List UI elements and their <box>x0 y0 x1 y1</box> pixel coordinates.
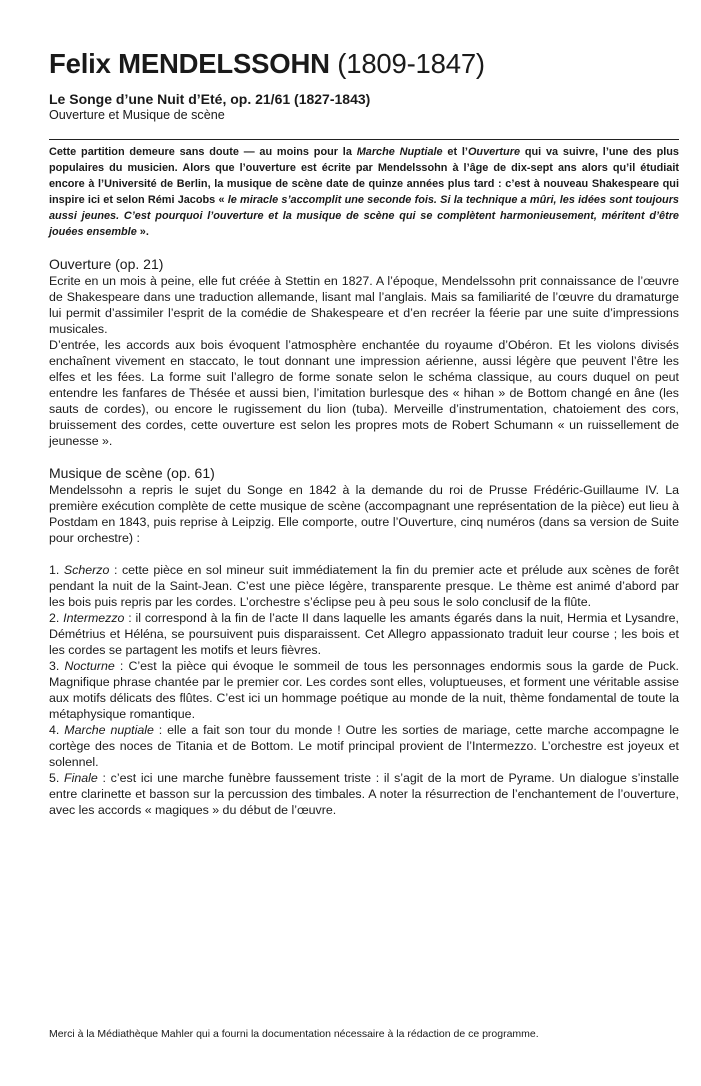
program-page <box>49 46 679 818</box>
footer-credit: Merci à la Médiathèque Mahler qui a fourni la documentation nécessaire à la rédaction de ce programme. <box>49 1028 539 1040</box>
movement-text: : c’est ici une marche funèbre faussement triste : il s’agit de la mort de Pyrame. Un dialogue s’installe entre clarinette et basson sur la percussion des timbales. A noter la résurrection de l’enchantement de l’ouverture, avec les accords « magiques » du début de l’œuvre. <box>49 771 679 817</box>
intro-em-ouverture: Ouverture <box>467 146 521 158</box>
intro-quote: le miracle s’accomplit une seconde fois. Si la technique a mûri, les idées sont toujours aussi jeunes. C’est pourquoi l’ouverture et la musique de scène qui se complètent harmonieusement, méritent d’être jouées ensemble <box>49 194 679 238</box>
movement-number: 2. <box>49 611 64 625</box>
movement-number: 4. <box>49 723 65 737</box>
intro-em-marche: Marche Nuptiale <box>356 146 443 158</box>
intro-paragraph <box>49 144 679 240</box>
composer-name: Felix MENDELSSOHN <box>49 48 330 79</box>
movement-item-marche <box>49 722 679 770</box>
movement-title: Finale <box>64 771 98 785</box>
movement-title: Intermezzo <box>63 611 125 625</box>
movement-text: : il correspond à la fin de l’acte II dans laquelle les amants égarés dans la nuit, Hermia et Lysandre, Démétrius et Héléna, se poursuivent puis disparaissent. Cet Allegro appassionato traduit leur course ; les bois et les cordes se partagent les motifs et leurs fièvres. <box>49 611 680 657</box>
movement-item-intermezzo <box>49 610 679 658</box>
movement-title: Nocturne <box>64 659 115 673</box>
movement-number: 1. <box>49 563 64 577</box>
work-subtitle: Ouverture et Musique de scène <box>49 108 225 122</box>
header-divider <box>49 139 679 140</box>
movement-text: : C’est la pièce qui évoque le sommeil de tous les personnages endormis sous la garde de Puck. Magnifique phrase chantée par le premier cor. Les cordes sont elles, voluptueuses, et forment une véritable assise aux motifs délicats des flûtes. C’est ici un hommage poétique au monde de la nuit, thème fondamental de toute la métaphysique romantique. <box>49 659 679 721</box>
intro-text-1: Cette partition demeure sans doute — au moins pour la <box>49 146 357 158</box>
work-title: Le Songe d’une Nuit d’Eté, op. 21/61 (1827-1843) <box>49 91 371 107</box>
intro-text-4: ». <box>136 226 149 238</box>
musique-paragraph-1: Mendelssohn a repris le sujet du Songe en 1842 à la demande du roi de Prusse Frédéric-Guillaume IV. La première exécution complète de cette musique de scène (accompagnant une représentation de la pièce) eut lieu à Postdam en 1843, puis reprise à Leipzig. Elle comporte, outre l’Ouverture, cinq numéros (dans sa version de Suite pour orchestre) : <box>49 483 679 545</box>
movement-item-finale <box>49 770 679 818</box>
movement-text: : cette pièce en sol mineur suit immédiatement la fin du premier acte et prélude aux scènes de forêt pendant la nuit de la Saint-Jean. C’est une pièce légère, transparente presque. Le thème est animé d’abord par les bois puis repris par les cordes. L’orchestre s’éclipse peu à peu sous le solo conclusif de la flûte. <box>49 563 679 609</box>
composer-dates: (1809-1847) <box>337 48 485 79</box>
movement-number: 5. <box>49 771 65 785</box>
ouverture-heading: Ouverture (op. 21) <box>49 256 164 272</box>
movement-text: : elle a fait son tour du monde ! Outre les sorties de mariage, cette marche accompagne le cortège des noces de Titania et de Bottom. Le motif principal provient de l’Intermezzo. L’orchestre est joyeux et solennel. <box>49 723 679 769</box>
intro-text-2: et l’ <box>442 146 468 158</box>
movement-item-nocturne <box>49 658 679 722</box>
paragraph-gap <box>49 546 679 562</box>
movement-number: 3. <box>49 659 65 673</box>
intro-text-3: qui va suivre, l’une des plus populaires du musicien. Alors que l’ouverture est écrite par Mendelssohn à l’âge de dix-sept ans alors qu’il étudiait encore à l’Université de Berlin, la musique de scène date de quinze années plus tard : c’est à nouveau Shakespeare qui inspire ici et selon Rémi Jacobs « <box>49 146 679 206</box>
movement-title: Marche nuptiale <box>64 723 154 737</box>
movement-title: Scherzo <box>63 563 110 577</box>
composer-heading <box>49 46 679 82</box>
movement-item-scherzo <box>49 562 679 610</box>
musique-heading: Musique de scène (op. 61) <box>49 465 215 481</box>
ouverture-paragraph-1: Ecrite en un mois à peine, elle fut créée à Stettin en 1827. A l’époque, Mendelssohn prit connaissance de l’œuvre de Shakespeare dans une traduction allemande, lisant mal l’anglais. Mais sa familiarité de l’œuvre du dramaturge lui permit d’assimiler l’esprit de la comédie de Shakespeare et d’en recréer la féerie par une suite d’impressions musicales. <box>49 274 679 336</box>
ouverture-paragraph-2: D’entrée, les accords aux bois évoquent l’atmosphère enchantée du royaume d’Obéron. Et les violons divisés enchaînent vivement en staccato, le tout donnant une impression aérienne, aussi légère que peuvent l’être les elfes et les fées. La forme suit l’allegro de forme sonate selon le schéma classique, au cours duquel on peut entendre les fanfares de Thésée et aussi bien, l’imitation burlesque des « hihan » de Bottom changé en âne (les sauts de cordes), ou encore le rugissement du lion (tuba). Merveille d’instrumentation, chatoiement des cors, bruissement des cordes, cette ouverture est selon les propres mots de Robert Schumann « un ruissellement de jeunesse ». <box>49 338 679 448</box>
